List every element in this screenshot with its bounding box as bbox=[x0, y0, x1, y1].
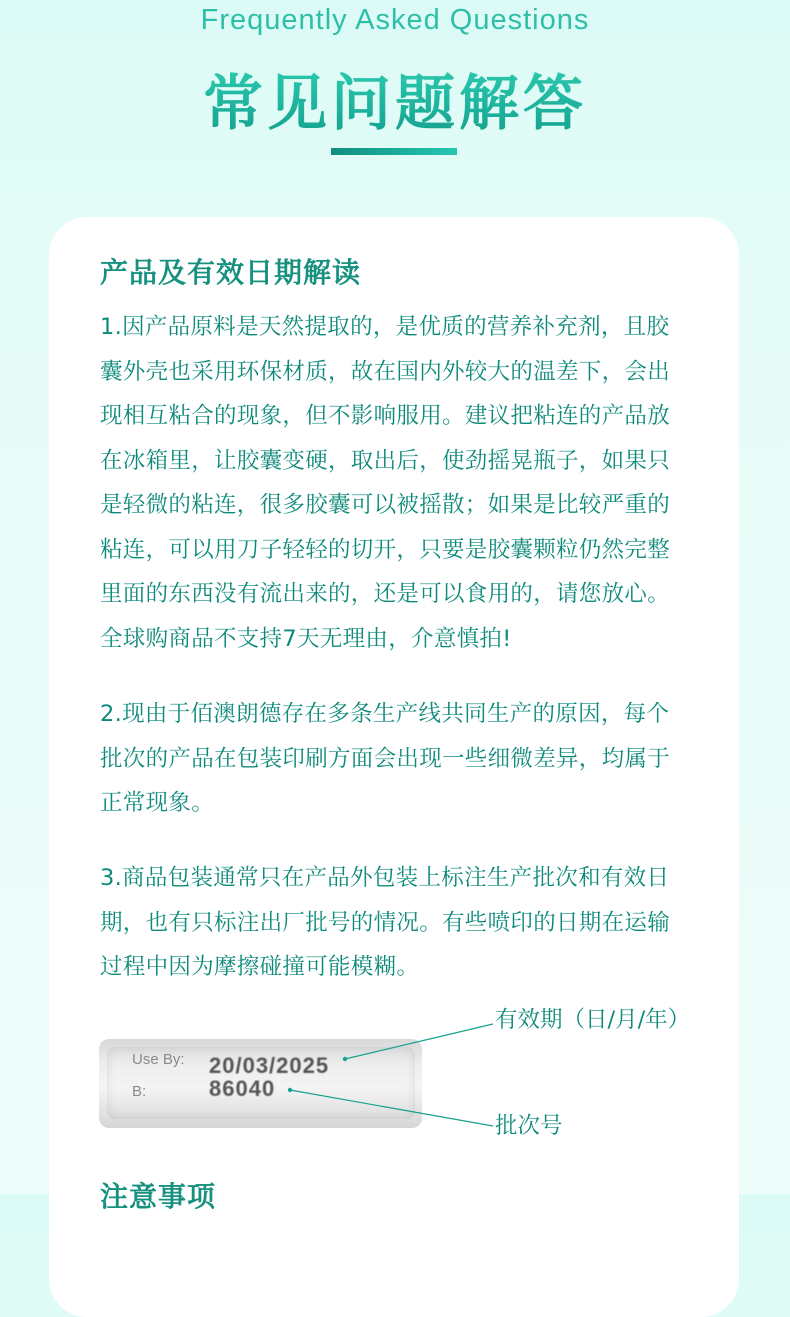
paragraph-line: 囊外壳也采用环保材质，故在国内外较大的温差下，会出 bbox=[100, 358, 671, 385]
title-underline bbox=[331, 148, 457, 155]
expiry-callout-label: 有效期（日/月/年） bbox=[495, 1007, 691, 1033]
faq-paragraph-3 bbox=[100, 856, 700, 990]
paragraph-line: 是轻微的粘连，很多胶囊可以被摇散；如果是比较严重的 bbox=[100, 492, 671, 518]
faq-chinese-title: 常见问题解答 bbox=[0, 56, 790, 142]
package-label-photo bbox=[99, 1039, 422, 1128]
use-by-label: Use By: bbox=[132, 1051, 185, 1068]
expiry-date-value: 20/03/2025 bbox=[209, 1053, 330, 1078]
paragraph-line: 粘连，可以用刀子轻轻的切开，只要是胶囊颗粒仍然完整 bbox=[100, 536, 671, 563]
faq-english-title: Frequently Asked Questions bbox=[200, 4, 590, 36]
paragraph-line: 期，也有只标注出厂批号的情况。有些喷印的日期在运输 bbox=[100, 909, 671, 936]
paragraph-line: 过程中因为摩擦碰撞可能模糊。 bbox=[100, 954, 420, 980]
paragraph-line: 2.现由于佰澳朗德存在多条生产线共同生产的原因，每个 bbox=[100, 701, 670, 727]
faq-paragraph-2 bbox=[100, 692, 700, 826]
paragraph-line: 现相互粘合的现象，但不影响服用。建议把粘连的产品放 bbox=[100, 403, 671, 429]
batch-callout-label: 批次号 bbox=[495, 1113, 563, 1139]
paragraph-line: 3.商品包装通常只在产品外包装上标注生产批次和有效日 bbox=[100, 865, 670, 891]
paragraph-line: 1.因产品原料是天然提取的，是优质的营养补充剂，且胶 bbox=[100, 314, 670, 340]
next-section-title: 注意事项 bbox=[100, 1180, 217, 1213]
paragraph-line: 正常现象。 bbox=[100, 790, 215, 816]
batch-number-value: 86040 bbox=[209, 1076, 276, 1101]
batch-label: B: bbox=[132, 1083, 147, 1100]
faq-paragraph-1 bbox=[100, 305, 700, 661]
paragraph-line: 全球购商品不支持7天无理由，介意慎拍! bbox=[100, 625, 512, 652]
paragraph-line: 批次的产品在包装印刷方面会出现一些细微差异，均属于 bbox=[100, 745, 671, 772]
section-title: 产品及有效日期解读 bbox=[100, 256, 362, 289]
paragraph-line: 里面的东西没有流出来的，还是可以食用的，请您放心。 bbox=[100, 581, 671, 607]
paragraph-line: 在冰箱里，让胶囊变硬，取出后，使劲摇晃瓶子，如果只 bbox=[100, 447, 671, 474]
